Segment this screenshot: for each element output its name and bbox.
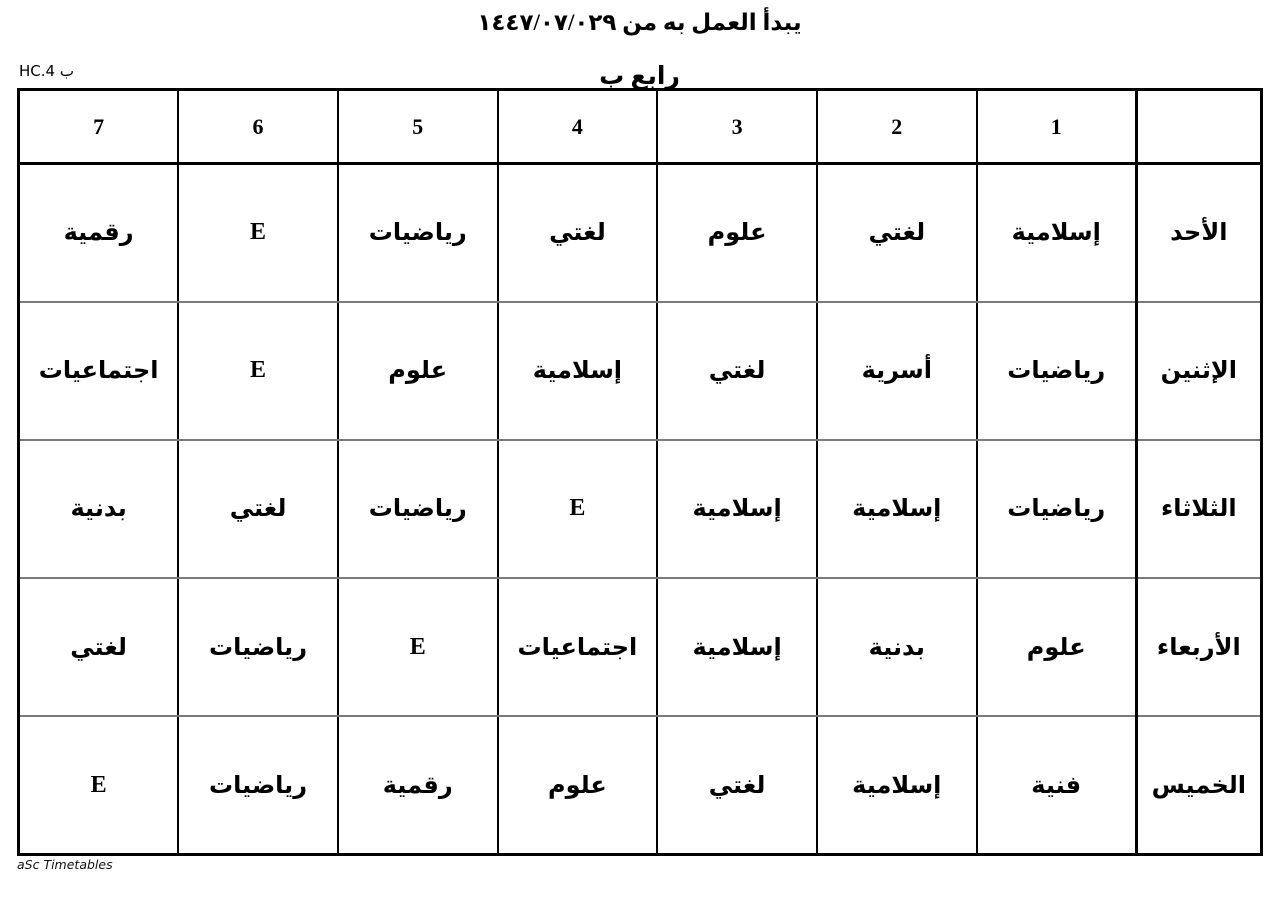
day-column-header xyxy=(1136,90,1261,164)
lesson-cell: E xyxy=(498,440,658,578)
lesson-cell: لغتي xyxy=(817,164,977,302)
lesson-cell: رياضيات xyxy=(977,440,1137,578)
period-header-3: 3 xyxy=(657,90,817,164)
lesson-cell: E xyxy=(338,578,498,716)
asc-timetables-watermark: aSc Timetables xyxy=(17,857,113,872)
lesson-cell: رقمية xyxy=(338,716,498,854)
lesson-cell: E xyxy=(178,164,338,302)
lesson-cell: لغتي xyxy=(178,440,338,578)
day-name-tuesday: الثلاثاء xyxy=(1136,440,1261,578)
day-row-monday xyxy=(19,302,1262,440)
day-name-monday: الإثنين xyxy=(1136,302,1261,440)
day-row-sunday xyxy=(19,164,1262,302)
lesson-cell: رقمية xyxy=(19,164,179,302)
period-header-2: 2 xyxy=(817,90,977,164)
day-row-wednesday xyxy=(19,578,1262,716)
period-header-5: 5 xyxy=(338,90,498,164)
lesson-cell: E xyxy=(19,716,179,854)
lesson-cell: فنية xyxy=(977,716,1137,854)
lesson-cell: علوم xyxy=(657,164,817,302)
lesson-cell: لغتي xyxy=(657,716,817,854)
lesson-cell: لغتي xyxy=(19,578,179,716)
period-header-1: 1 xyxy=(977,90,1137,164)
effective-date-title: يبدأ العمل به من ١٤٤٧/٠٧/٠٢٩ xyxy=(477,10,802,35)
lesson-cell: لغتي xyxy=(498,164,658,302)
lesson-cell: علوم xyxy=(977,578,1137,716)
lesson-cell: بدنية xyxy=(817,578,977,716)
lesson-cell: رياضيات xyxy=(178,578,338,716)
lesson-cell: اجتماعيات xyxy=(498,578,658,716)
lesson-cell: بدنية xyxy=(19,440,179,578)
lesson-cell: إسلامية xyxy=(657,578,817,716)
class-code-label: HC.4 ب xyxy=(19,62,74,80)
lesson-cell: إسلامية xyxy=(657,440,817,578)
lesson-cell: اجتماعيات xyxy=(19,302,179,440)
period-header-7: 7 xyxy=(19,90,179,164)
timetable-table xyxy=(17,88,1263,856)
lesson-cell: إسلامية xyxy=(817,440,977,578)
lesson-cell: E xyxy=(178,302,338,440)
period-header-6: 6 xyxy=(178,90,338,164)
day-name-wednesday: الأربعاء xyxy=(1136,578,1261,716)
lesson-cell: إسلامية xyxy=(498,302,658,440)
period-header-4: 4 xyxy=(498,90,658,164)
day-name-sunday: الأحد xyxy=(1136,164,1261,302)
lesson-cell: رياضيات xyxy=(178,716,338,854)
lesson-cell: لغتي xyxy=(657,302,817,440)
lesson-cell: إسلامية xyxy=(817,716,977,854)
day-row-tuesday xyxy=(19,440,1262,578)
lesson-cell: إسلامية xyxy=(977,164,1137,302)
lesson-cell: رياضيات xyxy=(338,440,498,578)
class-name-title: رابع ب xyxy=(599,63,680,90)
lesson-cell: علوم xyxy=(498,716,658,854)
day-row-thursday xyxy=(19,716,1262,854)
lesson-cell: أسرية xyxy=(817,302,977,440)
lesson-cell: رياضيات xyxy=(338,164,498,302)
lesson-cell: رياضيات xyxy=(977,302,1137,440)
day-name-thursday: الخميس xyxy=(1136,716,1261,854)
period-header-row xyxy=(19,90,1262,164)
lesson-cell: علوم xyxy=(338,302,498,440)
